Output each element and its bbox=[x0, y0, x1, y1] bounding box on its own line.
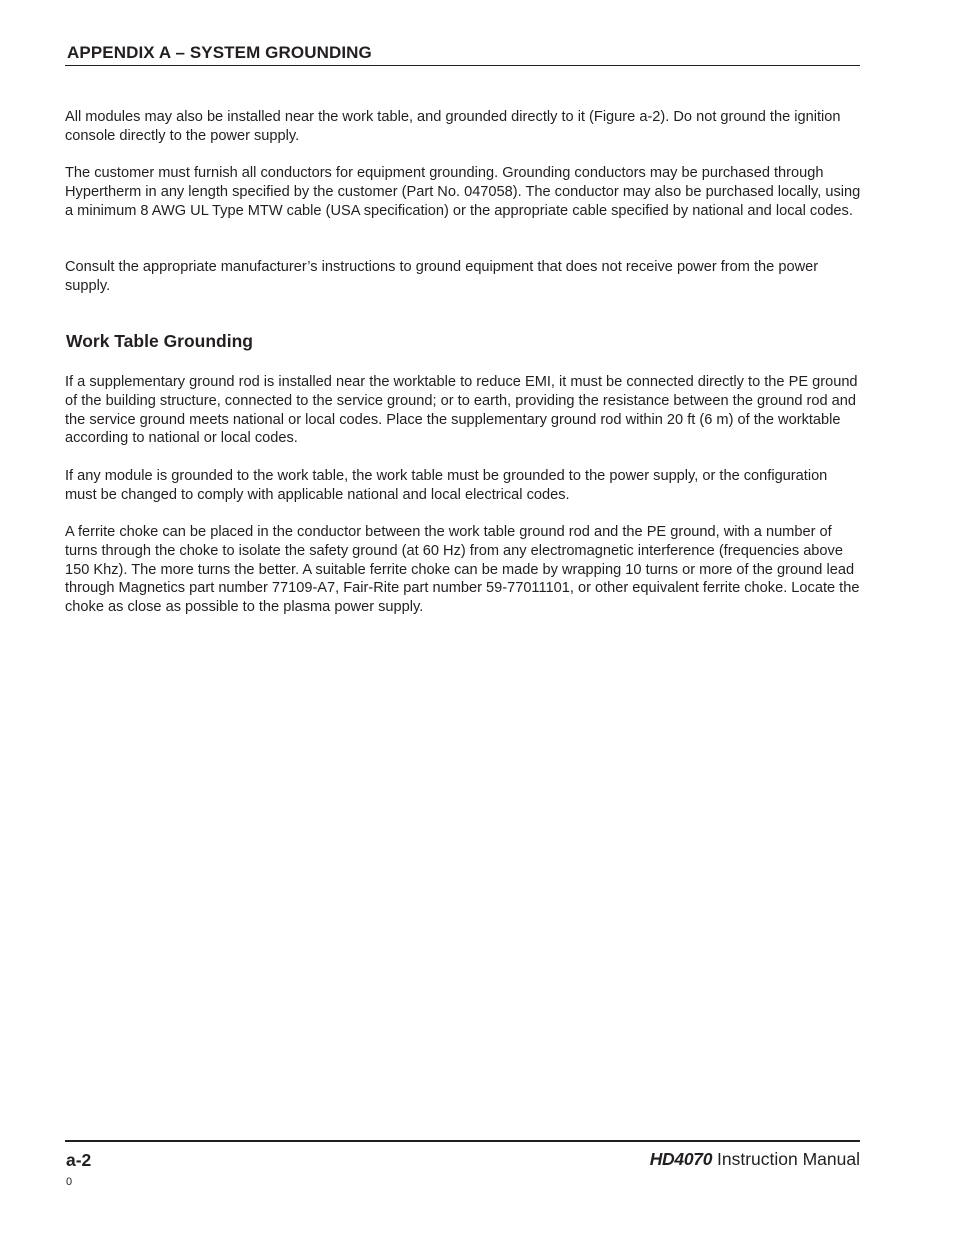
header-title: APPENDIX A – SYSTEM GROUNDING bbox=[67, 43, 372, 62]
page-number: a-2 bbox=[66, 1150, 92, 1170]
paragraph-intro-2: The customer must furnish all conductors for equipment grounding. Grounding conductors may be purchased through Hypertherm in any length specified by the customer (Part No. 047058). The conductor may also be purchased locally, using a minimum 8 AWG UL Type MTW cable (USA specification) or the appropriate cable specified by national and local codes. bbox=[65, 165, 861, 219]
footer-rule bbox=[65, 1140, 860, 1142]
paragraph-intro-1: All modules may also be installed near the work table, and grounded directly to it (Figure a-2). Do not ground the ignition console directly to the power supply. bbox=[65, 109, 841, 144]
manual-title bbox=[650, 1149, 860, 1170]
manual-label: Instruction Manual bbox=[712, 1149, 860, 1169]
paragraph-section-3: A ferrite choke can be placed in the conductor between the work table ground rod and the PE ground, with a number of turns through the choke to isolate the safety ground (at 60 Hz) from any electromagnetic interference (frequencies above 150 Khz). The more turns the better. A suitable ferrite choke can be made by wrapping 10 turns or more of the ground lead through Magnetics part number 77109-A7, Fair-Rite part number 59-77011101, or other equivalent ferrite choke. Locate the choke as close as possible to the plasma power supply. bbox=[65, 524, 860, 616]
model-name: HD4070 bbox=[649, 1149, 713, 1169]
paragraph-intro-3: Consult the appropriate manufacturer’s instructions to ground equipment that does not receive power from the power supply. bbox=[65, 259, 819, 294]
paragraph-section-2: If any module is grounded to the work table, the work table must be grounded to the power supply, or the configuration must be changed to comply with applicable national and local electrical codes. bbox=[65, 468, 828, 503]
header-rule bbox=[65, 65, 860, 66]
paragraph-section-1: If a supplementary ground rod is installed near the worktable to reduce EMI, it must be connected directly to the PE ground of the building structure, connected to the service ground; or to earth, providing the resistance between the ground rod and the service ground meets national or local codes. Place the supplementary ground rod within 20 ft (6 m) of the worktable according to national or local codes. bbox=[65, 374, 858, 447]
revision-number: 0 bbox=[66, 1176, 73, 1188]
section-heading: Work Table Grounding bbox=[66, 331, 253, 351]
